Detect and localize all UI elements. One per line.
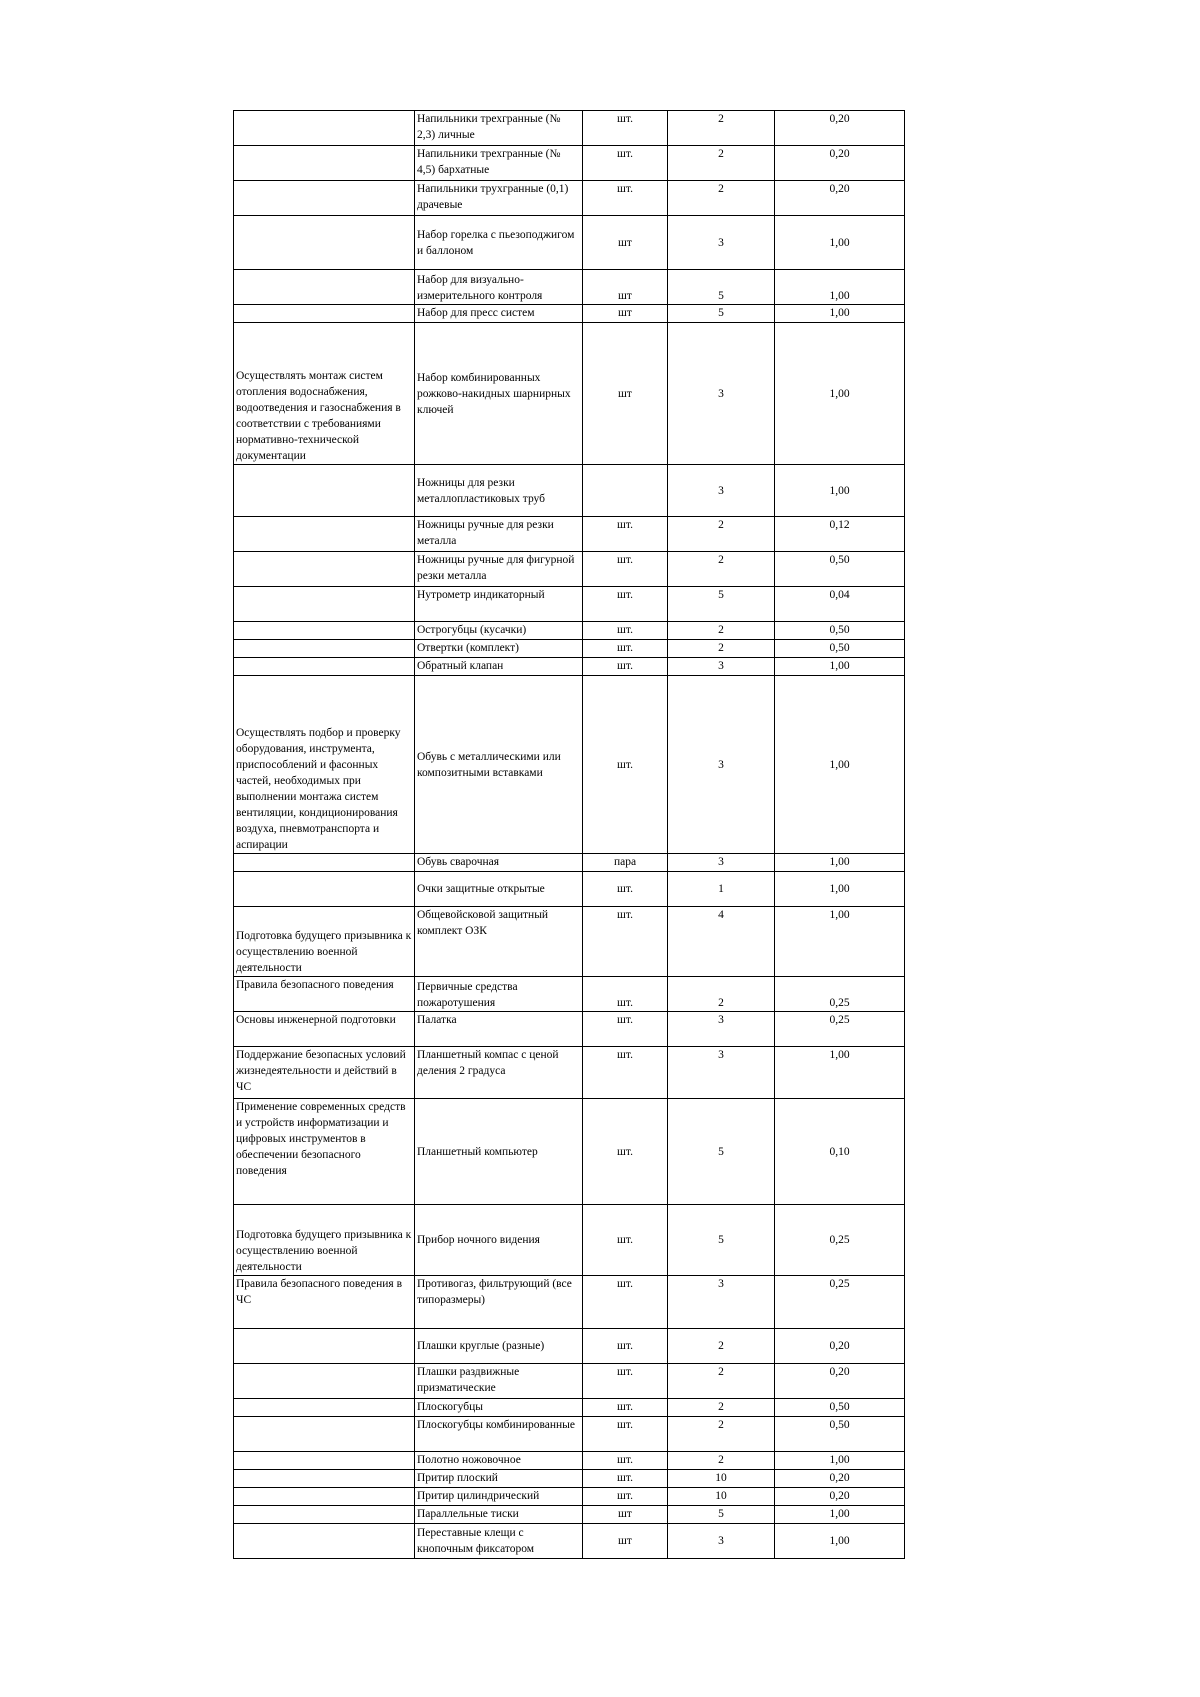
table-row bbox=[234, 1399, 905, 1417]
activity-cell bbox=[234, 587, 415, 622]
quantity-cell: 10 bbox=[668, 1488, 775, 1506]
quantity-cell: 2 bbox=[668, 517, 775, 552]
item-name-cell: Планшетный компас с ценой деления 2 градуса bbox=[415, 1047, 583, 1099]
activity-cell bbox=[234, 552, 415, 587]
quantity-cell: 3 bbox=[668, 676, 775, 854]
rate-cell: 1,00 bbox=[775, 1524, 905, 1559]
rate-cell: 0,20 bbox=[775, 1329, 905, 1364]
unit-cell: шт. bbox=[583, 1488, 668, 1506]
activity-cell bbox=[234, 517, 415, 552]
table-row bbox=[234, 1276, 905, 1329]
unit-cell: шт. bbox=[583, 1417, 668, 1452]
item-name-cell: Притир цилиндрический bbox=[415, 1488, 583, 1506]
quantity-cell: 2 bbox=[668, 146, 775, 181]
quantity-cell: 2 bbox=[668, 1399, 775, 1417]
quantity-cell: 5 bbox=[668, 1506, 775, 1524]
item-name-cell: Палатка bbox=[415, 1012, 583, 1047]
table-row bbox=[234, 552, 905, 587]
activity-cell bbox=[234, 1524, 415, 1559]
table-row bbox=[234, 1470, 905, 1488]
item-name-cell: Первичные средства пожаротушения bbox=[415, 977, 583, 1012]
rate-cell: 1,00 bbox=[775, 1506, 905, 1524]
quantity-cell: 3 bbox=[668, 323, 775, 465]
activity-cell bbox=[234, 1399, 415, 1417]
quantity-cell: 2 bbox=[668, 552, 775, 587]
rate-cell: 0,20 bbox=[775, 1488, 905, 1506]
rate-cell: 0,12 bbox=[775, 517, 905, 552]
quantity-cell: 5 bbox=[668, 1205, 775, 1276]
unit-cell: шт. bbox=[583, 676, 668, 854]
activity-cell bbox=[234, 111, 415, 146]
unit-cell: шт bbox=[583, 323, 668, 465]
item-name-cell: Плашки раздвижные призматические bbox=[415, 1364, 583, 1399]
document-page bbox=[233, 110, 905, 1559]
quantity-cell: 2 bbox=[668, 1364, 775, 1399]
item-name-cell: Обувь сварочная bbox=[415, 854, 583, 872]
table-row bbox=[234, 622, 905, 640]
rate-cell: 1,00 bbox=[775, 305, 905, 323]
unit-cell bbox=[583, 465, 668, 517]
table-row bbox=[234, 517, 905, 552]
table-row bbox=[234, 216, 905, 270]
table-row bbox=[234, 305, 905, 323]
activity-cell: Осуществлять подбор и проверку оборудования, инструмента, приспособлений и фасонных частей, необходимых при выполнении монтажа систем вентиляции, кондиционирования воздуха, пневмотранспорта и аспирации bbox=[234, 676, 415, 854]
unit-cell: шт. bbox=[583, 1012, 668, 1047]
item-name-cell: Переставные клещи с кнопочным фиксатором bbox=[415, 1524, 583, 1559]
quantity-cell: 3 bbox=[668, 854, 775, 872]
item-name-cell: Притир плоский bbox=[415, 1470, 583, 1488]
table-row bbox=[234, 676, 905, 854]
item-name-cell: Ножницы ручные для фигурной резки металла bbox=[415, 552, 583, 587]
activity-cell bbox=[234, 1488, 415, 1506]
rate-cell: 0,25 bbox=[775, 1205, 905, 1276]
rate-cell: 0,20 bbox=[775, 1470, 905, 1488]
rate-cell: 0,25 bbox=[775, 1012, 905, 1047]
rate-cell: 0,50 bbox=[775, 622, 905, 640]
table-row bbox=[234, 465, 905, 517]
equipment-table bbox=[233, 110, 905, 1559]
unit-cell: шт. bbox=[583, 1047, 668, 1099]
table-row bbox=[234, 1012, 905, 1047]
rate-cell: 0,50 bbox=[775, 1399, 905, 1417]
item-name-cell: Плашки круглые (разные) bbox=[415, 1329, 583, 1364]
rate-cell: 1,00 bbox=[775, 872, 905, 907]
item-name-cell: Острогубцы (кусачки) bbox=[415, 622, 583, 640]
item-name-cell: Отвертки (комплект) bbox=[415, 640, 583, 658]
activity-cell bbox=[234, 872, 415, 907]
activity-cell bbox=[234, 305, 415, 323]
table-row bbox=[234, 1452, 905, 1470]
activity-cell: Подготовка будущего призывника к осуществлению военной деятельности bbox=[234, 907, 415, 977]
unit-cell: шт. bbox=[583, 146, 668, 181]
item-name-cell: Ножницы ручные для резки металла bbox=[415, 517, 583, 552]
unit-cell: шт. bbox=[583, 552, 668, 587]
rate-cell: 1,00 bbox=[775, 676, 905, 854]
table-row bbox=[234, 854, 905, 872]
activity-cell: Правила безопасного поведения bbox=[234, 977, 415, 1012]
item-name-cell: Плоскогубцы комбинированные bbox=[415, 1417, 583, 1452]
item-name-cell: Полотно ножовочное bbox=[415, 1452, 583, 1470]
activity-cell bbox=[234, 854, 415, 872]
table-row bbox=[234, 270, 905, 305]
rate-cell: 0,20 bbox=[775, 1364, 905, 1399]
table-row bbox=[234, 181, 905, 216]
unit-cell: шт bbox=[583, 270, 668, 305]
table-row bbox=[234, 1364, 905, 1399]
quantity-cell: 3 bbox=[668, 1047, 775, 1099]
activity-cell bbox=[234, 270, 415, 305]
unit-cell: шт. bbox=[583, 1276, 668, 1329]
rate-cell: 0,50 bbox=[775, 552, 905, 587]
unit-cell: пара bbox=[583, 854, 668, 872]
table-body bbox=[234, 111, 905, 1559]
item-name-cell: Напильники трухгранные (0,1) драчевые bbox=[415, 181, 583, 216]
rate-cell: 0,25 bbox=[775, 977, 905, 1012]
rate-cell: 1,00 bbox=[775, 323, 905, 465]
activity-cell: Поддержание безопасных условий жизнедеятельности и действий в ЧС bbox=[234, 1047, 415, 1099]
quantity-cell: 3 bbox=[668, 1276, 775, 1329]
item-name-cell: Набор для пресс систем bbox=[415, 305, 583, 323]
activity-cell bbox=[234, 1364, 415, 1399]
table-row bbox=[234, 977, 905, 1012]
quantity-cell: 5 bbox=[668, 587, 775, 622]
unit-cell: шт. bbox=[583, 1205, 668, 1276]
quantity-cell: 2 bbox=[668, 977, 775, 1012]
table-row bbox=[234, 587, 905, 622]
table-row bbox=[234, 1047, 905, 1099]
quantity-cell: 3 bbox=[668, 216, 775, 270]
activity-cell bbox=[234, 181, 415, 216]
item-name-cell: Набор для визуально-измерительного контроля bbox=[415, 270, 583, 305]
unit-cell: шт. bbox=[583, 1399, 668, 1417]
table-row bbox=[234, 1488, 905, 1506]
table-row bbox=[234, 872, 905, 907]
activity-cell bbox=[234, 1470, 415, 1488]
activity-cell bbox=[234, 216, 415, 270]
quantity-cell: 5 bbox=[668, 270, 775, 305]
item-name-cell: Прибор ночного видения bbox=[415, 1205, 583, 1276]
unit-cell: шт. bbox=[583, 1364, 668, 1399]
activity-cell: Основы инженерной подготовки bbox=[234, 1012, 415, 1047]
item-name-cell: Обувь с металлическими или композитными вставками bbox=[415, 676, 583, 854]
item-name-cell: Планшетный компьютер bbox=[415, 1099, 583, 1205]
unit-cell: шт. bbox=[583, 977, 668, 1012]
item-name-cell: Плоскогубцы bbox=[415, 1399, 583, 1417]
item-name-cell: Напильники трехгранные (№ 4,5) бархатные bbox=[415, 146, 583, 181]
item-name-cell: Напильники трехгранные (№ 2,3) личные bbox=[415, 111, 583, 146]
activity-cell bbox=[234, 465, 415, 517]
item-name-cell: Обратный клапан bbox=[415, 658, 583, 676]
item-name-cell: Противогаз, фильтрующий (все типоразмеры) bbox=[415, 1276, 583, 1329]
table-row bbox=[234, 1205, 905, 1276]
rate-cell: 0,50 bbox=[775, 1417, 905, 1452]
unit-cell: шт bbox=[583, 216, 668, 270]
quantity-cell: 10 bbox=[668, 1470, 775, 1488]
quantity-cell: 1 bbox=[668, 872, 775, 907]
item-name-cell: Параллельные тиски bbox=[415, 1506, 583, 1524]
activity-cell bbox=[234, 146, 415, 181]
rate-cell: 0,25 bbox=[775, 1276, 905, 1329]
quantity-cell: 2 bbox=[668, 1329, 775, 1364]
rate-cell: 0,50 bbox=[775, 640, 905, 658]
unit-cell: шт. bbox=[583, 1470, 668, 1488]
rate-cell: 1,00 bbox=[775, 270, 905, 305]
quantity-cell: 2 bbox=[668, 1417, 775, 1452]
unit-cell: шт. bbox=[583, 622, 668, 640]
table-row bbox=[234, 1329, 905, 1364]
unit-cell: шт. bbox=[583, 517, 668, 552]
table-row bbox=[234, 1099, 905, 1205]
activity-cell bbox=[234, 1329, 415, 1364]
table-row bbox=[234, 1524, 905, 1559]
table-row bbox=[234, 658, 905, 676]
rate-cell: 1,00 bbox=[775, 1452, 905, 1470]
unit-cell: шт. bbox=[583, 1099, 668, 1205]
quantity-cell: 2 bbox=[668, 111, 775, 146]
quantity-cell: 2 bbox=[668, 181, 775, 216]
table-row bbox=[234, 640, 905, 658]
item-name-cell: Общевойсковой защитный комплект ОЗК bbox=[415, 907, 583, 977]
unit-cell: шт. bbox=[583, 1452, 668, 1470]
unit-cell: шт. bbox=[583, 111, 668, 146]
unit-cell: шт bbox=[583, 305, 668, 323]
rate-cell: 0,20 bbox=[775, 146, 905, 181]
rate-cell: 0,04 bbox=[775, 587, 905, 622]
activity-cell: Применение современных средств и устройств информатизации и цифровых инструментов в обеспечении безопасного поведения bbox=[234, 1099, 415, 1205]
quantity-cell: 3 bbox=[668, 1524, 775, 1559]
unit-cell: шт. bbox=[583, 1329, 668, 1364]
table-row bbox=[234, 907, 905, 977]
quantity-cell: 3 bbox=[668, 658, 775, 676]
unit-cell: шт bbox=[583, 1524, 668, 1559]
quantity-cell: 4 bbox=[668, 907, 775, 977]
activity-cell bbox=[234, 622, 415, 640]
activity-cell: Осуществлять монтаж систем отопления водоснабжения, водоотведения и газоснабжения в соответствии с требованиями нормативно-технической документации bbox=[234, 323, 415, 465]
rate-cell: 1,00 bbox=[775, 1047, 905, 1099]
unit-cell: шт. bbox=[583, 907, 668, 977]
activity-cell bbox=[234, 1417, 415, 1452]
rate-cell: 0,10 bbox=[775, 1099, 905, 1205]
unit-cell: шт. bbox=[583, 587, 668, 622]
item-name-cell: Очки защитные открытые bbox=[415, 872, 583, 907]
activity-cell bbox=[234, 640, 415, 658]
item-name-cell: Набор горелка с пьезоподжигом и баллоном bbox=[415, 216, 583, 270]
item-name-cell: Нутрометр индикаторный bbox=[415, 587, 583, 622]
activity-cell bbox=[234, 1452, 415, 1470]
quantity-cell: 3 bbox=[668, 465, 775, 517]
unit-cell: шт. bbox=[583, 872, 668, 907]
rate-cell: 1,00 bbox=[775, 907, 905, 977]
table-row bbox=[234, 1506, 905, 1524]
table-row bbox=[234, 1417, 905, 1452]
unit-cell: шт. bbox=[583, 658, 668, 676]
activity-cell bbox=[234, 1506, 415, 1524]
unit-cell: шт. bbox=[583, 181, 668, 216]
rate-cell: 1,00 bbox=[775, 216, 905, 270]
quantity-cell: 5 bbox=[668, 1099, 775, 1205]
quantity-cell: 2 bbox=[668, 622, 775, 640]
quantity-cell: 2 bbox=[668, 1452, 775, 1470]
activity-cell: Подготовка будущего призывника к осуществлению военной деятельности bbox=[234, 1205, 415, 1276]
table-row bbox=[234, 111, 905, 146]
quantity-cell: 3 bbox=[668, 1012, 775, 1047]
rate-cell: 1,00 bbox=[775, 658, 905, 676]
activity-cell bbox=[234, 658, 415, 676]
table-row bbox=[234, 146, 905, 181]
rate-cell: 1,00 bbox=[775, 465, 905, 517]
quantity-cell: 2 bbox=[668, 640, 775, 658]
table-row bbox=[234, 323, 905, 465]
item-name-cell: Набор комбинированных рожково-накидных шарнирных ключей bbox=[415, 323, 583, 465]
rate-cell: 0,20 bbox=[775, 111, 905, 146]
unit-cell: шт bbox=[583, 1506, 668, 1524]
rate-cell: 1,00 bbox=[775, 854, 905, 872]
activity-cell: Правила безопасного поведения в ЧС bbox=[234, 1276, 415, 1329]
item-name-cell: Ножницы для резки металлопластиковых труб bbox=[415, 465, 583, 517]
unit-cell: шт. bbox=[583, 640, 668, 658]
quantity-cell: 5 bbox=[668, 305, 775, 323]
rate-cell: 0,20 bbox=[775, 181, 905, 216]
